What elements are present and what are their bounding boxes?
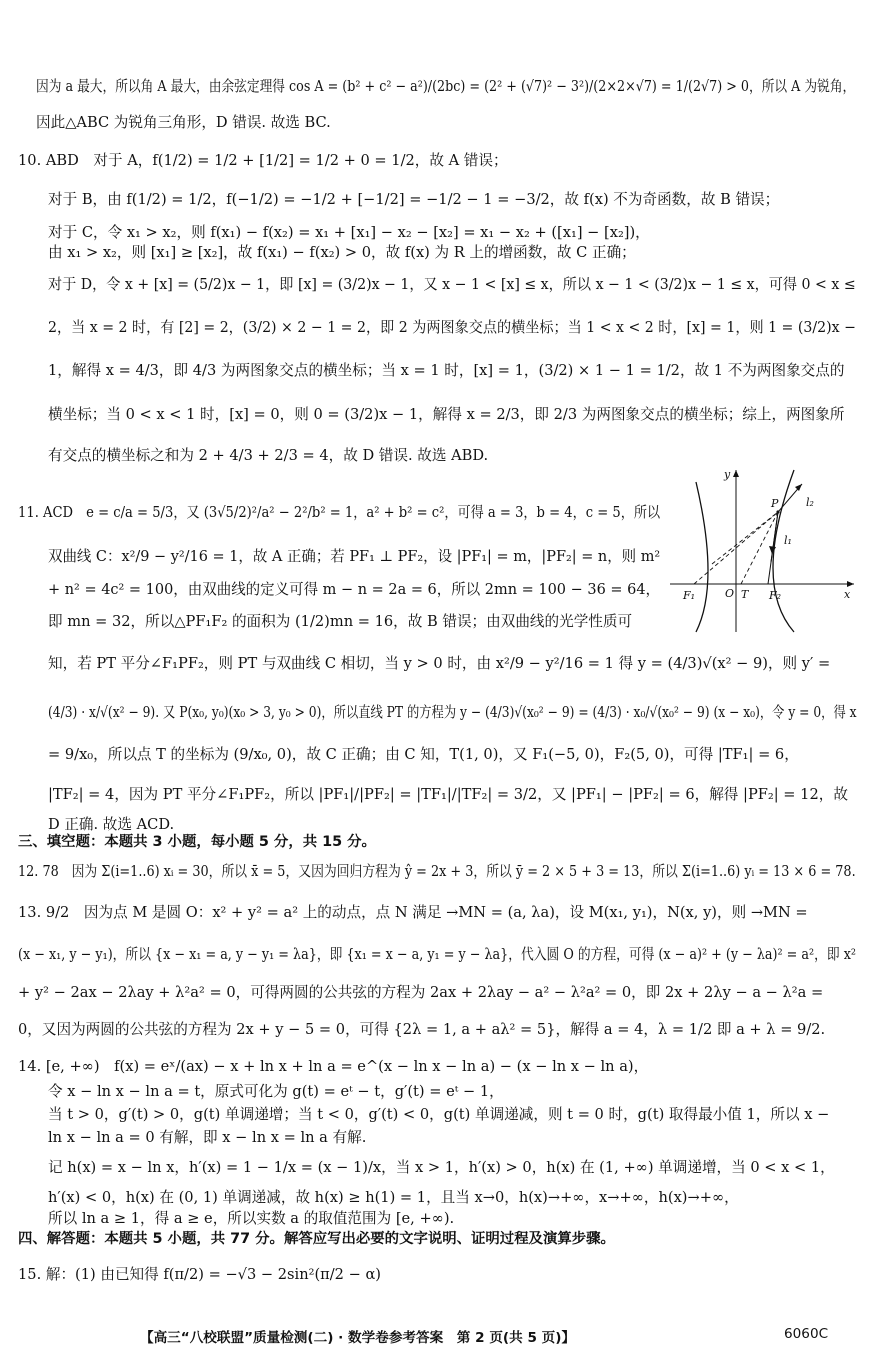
answer-line: 当 t > 0，g′(t) > 0，g(t) 单调递增；当 t < 0，g′(t) < 0，g(t) 单调递减，则 t = 0 时，g(t) 取得最小值 1，所以 x − (48, 1106, 830, 1123)
answer-line: ln x − ln a = 0 有解，即 x − ln x = ln a 有解. (48, 1129, 367, 1146)
label-o: O (725, 587, 735, 600)
answer-line: 10. ABD 对于 A，f(1/2) = 1/2 + [1/2] = 1/2 + 0 = 1/2，故 A 错误； (18, 152, 508, 169)
answer-line: 记 h(x) = x − ln x，h′(x) = 1 − 1/x = (x − 1)/x，当 x > 1，h′(x) > 0，h(x) 在 (1, +∞) 单调递增，当 0 < x < 1， (48, 1159, 835, 1176)
answer-line: 令 x − ln x − ln a = t，原式可化为 g(t) = eᵗ − t，g′(t) = eᵗ − 1， (48, 1083, 504, 1100)
page-footer: 【高三“八校联盟”质量检测(二) · 数学卷参考答案 第 2 页(共 5 页)】 (140, 1330, 576, 1346)
label-t: T (741, 588, 749, 601)
label-l2: l₂ (806, 496, 814, 509)
label-f2: F₂ (769, 589, 782, 602)
label-x: x (844, 588, 851, 601)
section-heading: 三、填空题：本题共 3 小题，每小题 5 分，共 15 分。 (18, 834, 376, 850)
hyperbola-right-branch (773, 470, 794, 632)
answer-line: |TF₂| = 4，因为 PT 平分∠F₁PF₂，所以 |PF₁|/|PF₂| = |TF₁|/|TF₂| = 3/2，又 |PF₁| − |PF₂| = 6，解得 |PF₂| = 12，故 (48, 786, 848, 803)
answer-line: (x − x₁, y − y₁)，所以 {x − x₁ = a, y − y₁ = λa}，即 {x₁ = x − a, y₁ = y − λa}，代入圆 O 的方程，可得 (x − a)² + (y − λa)² = a²，即 x² (18, 946, 857, 963)
paper-code: 6060C (784, 1326, 829, 1342)
ray-l1-arrow (769, 546, 776, 554)
answer-line: 1，解得 x = 4/3，即 4/3 为两图象交点的横坐标；当 x = 1 时，[x] = 1，(3/2) × 1 − 1 = 1/2，故 1 不为两图象交点的 (48, 362, 845, 379)
answer-line: h′(x) < 0，h(x) 在 (0, 1) 单调递减，故 h(x) ≥ h(1) = 1，且当 x→0，h(x)→+∞，x→+∞，h(x)→+∞， (48, 1189, 739, 1206)
answer-line: 即 mn = 32，所以△PF₁F₂ 的面积为 (1/2)mn = 16，故 B 错误；由双曲线的光学性质可 (48, 613, 633, 630)
point-p (776, 510, 779, 513)
answer-line: 0，又因为两圆的公共弦的方程为 2x + y − 5 = 0，可得 {2λ = 1, a + aλ² = 5}，解得 a = 4，λ = 1/2 即 a + λ = 9/2. (18, 1021, 826, 1038)
answer-line: 双曲线 C：x²/9 − y²/16 = 1，故 A 正确；若 PF₁ ⊥ PF₂，设 |PF₁| = m，|PF₂| = n，则 m² (48, 548, 661, 565)
x-axis-arrow (847, 581, 854, 587)
answer-line: 12. 78 因为 Σ(i=1..6) xᵢ = 30，所以 x̄ = 5，又因为回归方程为 ŷ = 2x + 3，所以 ȳ = 2 × 5 + 3 = 13，所以 Σ(i=1..6) yᵢ = 13 × 6 = 78. (18, 863, 856, 880)
answer-line: + y² − 2ax − 2λay + λ²a² = 0，可得两圆的公共弦的方程为 2ax + 2λay − a² − λ²a² = 0，即 2x + 2λy − a − λ²a = (18, 984, 824, 1001)
answer-line: 15. 解：(1) 由已知得 f(π/2) = −√3 − 2sin²(π/2 − α) (18, 1266, 381, 1283)
label-l1: l₁ (784, 534, 792, 547)
answer-line: (4/3) · x/√(x² − 9). 又 P(x₀, y₀)(x₀ > 3, y₀ > 0)，所以直线 PT 的方程为 y − (4/3)√(x₀² − 9) = (4/3) · x₀/√(x₀² − 9) (x − x₀)，令 y = 0，得 x (48, 704, 857, 721)
answer-line: 所以 ln a ≥ 1，得 a ≥ e，所以实数 a 的取值范围为 [e, +∞). (48, 1210, 455, 1227)
answer-line: 14. [e, +∞) f(x) = eˣ/(ax) − x + ln x + ln a = e^(x − ln x − ln a) − (x − ln x − ln a)， (18, 1058, 649, 1075)
answer-line: 知，若 PT 平分∠F₁PF₂，则 PT 与双曲线 C 相切，当 y > 0 时，由 x²/9 − y²/16 = 1 得 y = (4/3)√(x² − 9)，则 y′ = (48, 655, 831, 672)
answer-line: + n² = 4c² = 100，由双曲线的定义可得 m − n = 2a = 6，所以 2mn = 100 − 36 = 64， (48, 581, 661, 598)
answer-line: 2，当 x = 2 时，有 [2] = 2，(3/2) × 2 − 1 = 2，即 2 为两图象交点的横坐标；当 1 < x < 2 时，[x] = 1，则 1 = (3/2)x − (48, 319, 856, 336)
answer-line: 有交点的横坐标之和为 2 + 4/3 + 2/3 = 4，故 D 错误. 故选 ABD. (48, 447, 489, 464)
answer-line: D 正确. 故选 ACD. (48, 816, 175, 833)
answer-line: 由 x₁ > x₂，则 [x₁] ≥ [x₂]，故 f(x₁) − f(x₂) > 0，故 f(x) 为 R 上的增函数，故 C 正确； (48, 244, 636, 261)
label-f1: F₁ (683, 589, 696, 602)
ray-l2-arrow (795, 484, 802, 491)
label-y: y (724, 468, 731, 481)
answer-line: 13. 9/2 因为点 M 是圆 O：x² + y² = a² 上的动点，点 N 满足 →MN = (a, λa)，设 M(x₁, y₁)，N(x, y)，则 →MN = (18, 904, 808, 921)
section-heading: 四、解答题：本题共 5 小题，共 77 分。解答应写出必要的文字说明、证明过程及演算步骤。 (18, 1231, 615, 1247)
answer-line: = 9/x₀，所以点 T 的坐标为 (9/x₀, 0)，故 C 正确；由 C 知，T(1, 0)，又 F₁(−5, 0)，F₂(5, 0)，可得 |TF₁| = 6， (48, 746, 799, 763)
y-axis-arrow (733, 470, 739, 477)
hyperbola-left-branch (696, 482, 708, 632)
answer-line: 11. ACD e = c/a = 5/3，又 (3√5/2)²/a² − 2²/b² = 1，a² + b² = c²，可得 a = 3，b = 4，c = 5，所以 (18, 504, 661, 521)
answer-line: 对于 B，由 f(1/2) = 1/2，f(−1/2) = −1/2 + [−1/2] = −1/2 − 1 = −3/2，故 f(x) 不为奇函数，故 B 错误； (48, 191, 780, 208)
label-p: P (771, 497, 779, 510)
answer-line: 横坐标；当 0 < x < 1 时，[x] = 0，则 0 = (3/2)x − 1，解得 x = 2/3，即 2/3 为两图象交点的横坐标；综上，两图象所 (48, 406, 845, 423)
extension-dashed-line (712, 512, 778, 564)
hyperbola-figure (668, 466, 858, 634)
answer-line: 对于 C，令 x₁ > x₂，则 f(x₁) − f(x₂) = x₁ + [x₁] − x₂ − [x₂] = x₁ − x₂ + ([x₁] − [x₂])， (48, 224, 650, 241)
answer-line: 因此△ABC 为锐角三角形，D 错误. 故选 BC. (36, 114, 331, 131)
answer-line: 因为 a 最大，所以角 A 最大，由余弦定理得 cos A = (b² + c² − a²)/(2bc) = (2² + (√7)² − 3²)/(2×2×√7) = 1/(2√7) > 0，所以 A 为锐角， (36, 78, 856, 95)
answer-line: 对于 D，令 x + [x] = (5/2)x − 1，即 [x] = (3/2)x − 1，又 x − 1 < [x] ≤ x，所以 x − 1 < (3/2)x − 1 ≤ x，可得 0 < x ≤ (48, 276, 856, 293)
